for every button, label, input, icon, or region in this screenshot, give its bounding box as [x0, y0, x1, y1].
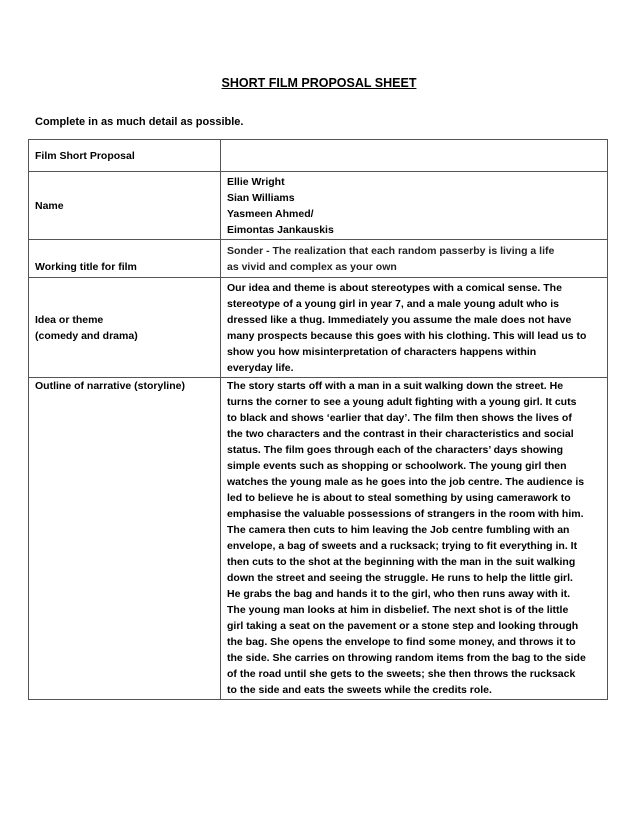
working-title-line: as vivid and complex as your own	[227, 260, 397, 273]
row-outline-of-narrative	[29, 378, 608, 700]
outline-line: the two characters and the contrast in their characteristics and social	[227, 428, 574, 440]
value-working-title[interactable]	[221, 240, 608, 278]
outline-line: led to believe he is about to steal something by using camerawork to	[227, 492, 571, 504]
instructions-text: Complete in as much detail as possible.	[35, 116, 244, 128]
idea-line: dressed like a thug. Immediately you assume the male does not have	[227, 313, 572, 326]
label-outline-of-narrative: Outline of narrative (storyline)	[29, 378, 221, 700]
label-idea-or-theme	[29, 278, 221, 378]
idea-label-line: (comedy and drama)	[35, 329, 138, 342]
working-title-definition: - The realization that each random passerby is living a life	[266, 244, 555, 257]
idea-line: Our idea and theme is about stereotypes with a comical sense. The	[227, 281, 562, 294]
working-title-line	[227, 243, 602, 259]
outline-line: the bag. She opens the envelope to find some money, and throws it to	[227, 636, 576, 648]
document-title: SHORT FILM PROPOSAL SHEET	[221, 76, 417, 90]
label-name: Name	[29, 172, 221, 240]
outline-line: to black and shows ‘earlier that day’. The film then shows the lives of	[227, 412, 572, 424]
outline-line: then cuts to the shot at the beginning with the man in the suit walking	[227, 556, 576, 568]
label-film-short-proposal: Film Short Proposal	[29, 140, 221, 172]
row-film-short-proposal	[29, 140, 608, 172]
idea-line: show you how misinterpretation of characters happens within	[227, 345, 537, 358]
row-name	[29, 172, 608, 240]
value-idea-or-theme[interactable]	[221, 278, 608, 378]
idea-label-line: Idea or theme	[35, 313, 104, 326]
outline-line: girl taking a seat on the pavement or a stone step and looking through	[227, 620, 579, 632]
outline-line: turns the corner to see a young adult fighting with a young girl. It cuts	[227, 396, 577, 408]
outline-line: watches the young male as he goes into the job centre. The audience is	[227, 476, 585, 488]
value-name[interactable]	[221, 172, 608, 240]
proposal-table	[28, 139, 608, 700]
outline-line: He grabs the bag and hands it to the girl, who then runs away with it.	[227, 588, 571, 600]
outline-line: The young man looks at him in disbelief. The next shot is of the little	[227, 604, 569, 616]
name-line: Sian Williams	[227, 191, 295, 204]
outline-line: envelope, a bag of sweets and a rucksack; trying to fit everything in. It	[227, 540, 578, 552]
name-line: Eimontas Jankauskis	[227, 223, 334, 236]
working-title-word: Sonder	[227, 244, 264, 257]
outline-line: of the road until she gets to the sweets; she then throws the rucksack	[227, 668, 576, 680]
idea-line: everyday life.	[227, 361, 294, 374]
label-working-title: Working title for film	[29, 240, 221, 278]
row-working-title	[29, 240, 608, 278]
outline-line: status. The film goes through each of the characters’ days showing	[227, 444, 564, 456]
value-outline-of-narrative[interactable]	[221, 378, 608, 700]
value-film-short-proposal[interactable]	[221, 140, 608, 172]
name-line: Yasmeen Ahmed/	[227, 207, 314, 220]
row-idea-or-theme	[29, 278, 608, 378]
outline-line: down the street and seeing the struggle. He runs to help the little girl.	[227, 572, 573, 584]
name-line: Ellie Wright	[227, 175, 285, 188]
idea-line: many prospects because this goes with his clothing. This will lead us to	[227, 329, 587, 342]
outline-line: simple events such as shopping or schoolwork. The young girl then	[227, 460, 567, 472]
outline-line: The camera then cuts to him leaving the Job centre fumbling with an	[227, 524, 570, 536]
outline-line: the side. She carries on throwing random items from the bag to the side	[227, 652, 586, 664]
outline-line: emphasise the valuable possessions of strangers in the room with him.	[227, 508, 584, 520]
idea-line: stereotype of a young girl in year 7, and a male young adult who is	[227, 297, 559, 310]
outline-line: to the side and eats the sweets while the credits role.	[227, 684, 492, 696]
outline-line: The story starts off with a man in a suit walking down the street. He	[227, 380, 564, 392]
